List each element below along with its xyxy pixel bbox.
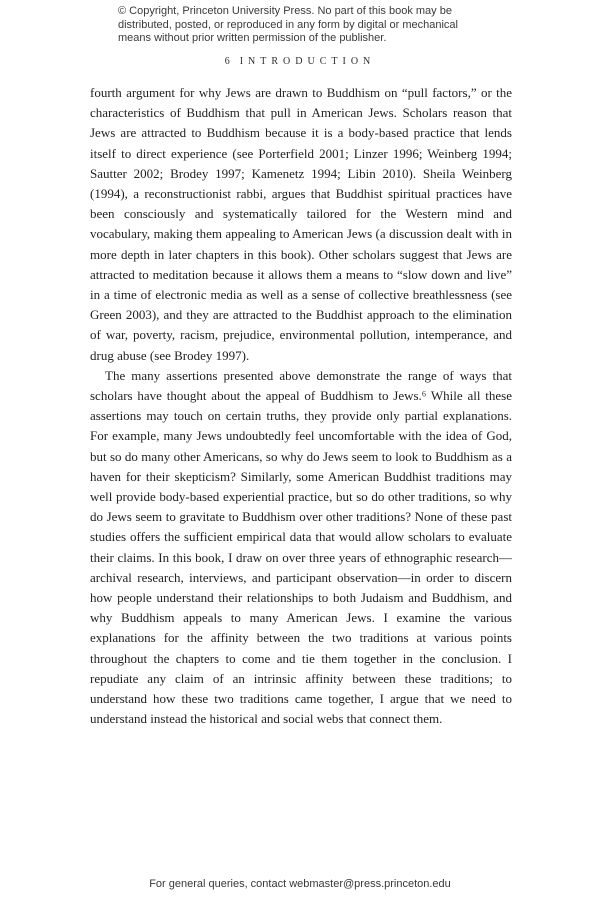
copyright-line-3: means without prior written permission of the publisher. xyxy=(118,32,387,44)
copyright-notice xyxy=(118,5,486,46)
chapter-title: INTRODUCTION xyxy=(239,56,376,67)
running-head xyxy=(0,56,600,68)
paragraph-assertions: The many assertions presented above demonstrate the range of ways that scholars have thought about the appeal of Buddhism to Jews.⁶ While all these assertions may touch on certain truths, they provide only partial explanations. For example, many Jews undoubtedly feel uncomfortable with the idea of God, but so do many other Americans, so why do Jews seem to look to Buddhism as a haven for their skepticism? Similarly, some American Buddhist traditions may well provide body-based experiential practice, but so do other traditions, so why do Jews seem to gravitate to Buddhism over other traditions? None of these past studies offers the sufficient empirical data that would allow scholars to evaluate their claims. In this book, I draw on over three years of ethnographic research—archival research, interviews, and participant observation—in order to discern how people understand their relationships to both Judaism and Buddhism, and why Buddhism appeals to many American Jews. I examine the various explanations for the affinity between the two traditions at various points throughout the chapters to come and tie them together in the conclusion. I repudiate any claim of an intrinsic affinity between these traditions; to understand how these two traditions came together, I argue that we need to understand instead the historical and social webs that connect them. xyxy=(90,367,512,727)
footer-text: For general queries, contact webmaster@press.princeton.edu xyxy=(149,878,451,890)
page-number: 6 xyxy=(224,56,230,67)
copyright-line-2: distributed, posted, or reproduced in any form by digital or mechanical xyxy=(118,18,458,31)
body-text-block xyxy=(90,83,512,730)
copyright-line-1: © Copyright, Princeton University Press. No part of this book may be xyxy=(118,5,452,17)
footer-queries-note xyxy=(0,878,600,891)
paragraph-continuation: fourth argument for why Jews are drawn to Buddhism on “pull factors,” or the characteristics of Buddhism that pull in American Jews. Scholars reason that Jews are attracted to Buddhism because it is a body-based practice that lends itself to direct experience (see Porterfield 2001; Linzer 1996; Weinberg 1994; Sautter 2002; Brodey 1997; Kamenetz 1994; Libin 2010). Sheila Weinberg (1994), a reconstructionist rabbi, argues that Buddhist spiritual practices have been consciously and systematically tailored for the Western mind and vocabulary, making them appealing to American Jews (a discussion dealt with in more depth in later chapters in this book). Other scholars suggest that Jews are attracted to meditation because it allows them a means to “slow down and live” in a time of electronic media as well as a sense of collective breathlessness (see Green 2003), and they are attracted to the Buddhist approach to the elimination of war, poverty, racism, prejudice, environmental pollution, intemperance, and drug abuse (see Brodey 1997). xyxy=(90,85,512,363)
